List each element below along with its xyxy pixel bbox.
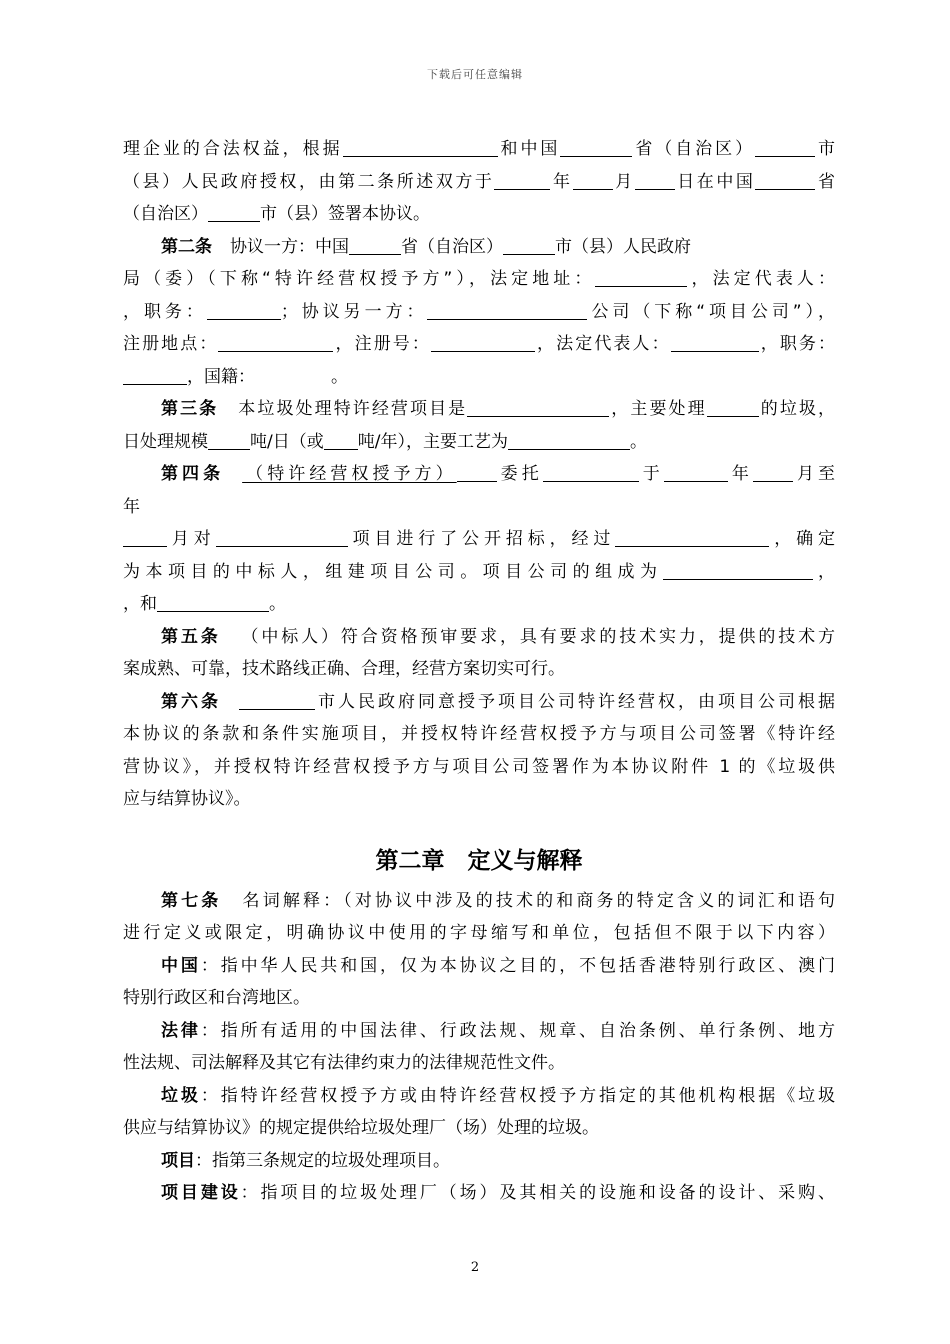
article-7-line-1: 第七条 名词解释：（对协议中涉及的技术的和商务的特定含义的词汇和语句	[161, 890, 836, 911]
blank	[427, 301, 587, 320]
blank	[635, 171, 675, 190]
blank	[218, 333, 333, 352]
article-7-title: 第七条	[161, 890, 222, 911]
blank	[157, 593, 269, 612]
article-3-title: 第三条	[161, 399, 219, 419]
definition-law-line-1: 法律：指所有适用的中国法律、行政法规、规章、自治条例、单行条例、地方	[161, 1020, 836, 1041]
definition-project-line-1: 项目：指第三条规定的垃圾处理项目。	[161, 1150, 450, 1171]
blank	[595, 268, 687, 287]
blank	[431, 333, 535, 352]
definition-construction-line-1: 项目建设：指项目的垃圾处理厂（场）及其相关的设施和设备的设计、采购、	[161, 1183, 836, 1203]
blank	[503, 236, 555, 255]
blank	[573, 171, 613, 190]
definition-term: 垃圾	[161, 1085, 201, 1106]
blank	[543, 463, 639, 482]
article-4-line-5: ，和 。	[123, 594, 286, 614]
definition-china-line-1: 中国：指中华人民共和国，仅为本协议之目的，不包括香港特别行政区、澳门	[161, 955, 836, 976]
article-4-title: 第四条	[161, 464, 225, 484]
blank	[664, 463, 728, 482]
blank	[324, 431, 358, 450]
blank	[208, 431, 250, 450]
blank	[753, 463, 793, 482]
definition-term: 项目	[161, 1150, 195, 1171]
chapter-heading: 第二章 定义与解释	[375, 847, 583, 874]
article-2-line-4: 注册地点： ，注册号： ，法定代表人： ，职务：	[123, 334, 836, 354]
article-6-line-2: 本协议的条款和条件实施项目，并授权特许经营权授予方与项目公司签署《特许经	[123, 724, 835, 744]
blank	[208, 203, 260, 222]
blank	[560, 138, 632, 157]
article-2-line-5: ，国籍： 。	[123, 361, 835, 394]
article-4-line-1: 第四条 （特许经营权授予方） 委托 于 年 月至	[161, 464, 836, 484]
blank	[349, 236, 401, 255]
definition-waste-line-2: 供应与结算协议》的规定提供给垃圾处理厂（场）处理的垃圾。	[123, 1118, 599, 1138]
blank	[755, 138, 815, 157]
article-3-line-1: 第三条 本垃圾处理特许经营项目是 ，主要处理 的垃圾，	[161, 399, 836, 419]
preamble-line-2: （县）人民政府授权，由第二条所述双方于 年 月 日在中国 省	[123, 171, 836, 192]
definition-china-line-2: 特别行政区和台湾地区。	[123, 988, 310, 1008]
document-body	[123, 133, 835, 1210]
definition-term: 中国	[161, 955, 201, 976]
blank	[123, 366, 187, 385]
blank	[216, 528, 348, 547]
blank	[123, 528, 167, 547]
blank	[755, 171, 815, 190]
article-2-line-3: ，职务： ；协议另一方： 公司（下称“项目公司”），	[123, 301, 835, 322]
article-2-line-2: 局（委）（下称“特许经营权授予方”），法定地址： ，法定代表人：	[123, 269, 835, 289]
blank	[467, 398, 609, 417]
page-number: 2	[470, 1260, 480, 1275]
definition-waste-line-1: 垃圾：指特许经营权授予方或由特许经营权授予方指定的其他机构根据《垃圾	[161, 1085, 836, 1106]
definition-term: 法律	[161, 1020, 201, 1041]
article-4-line-4: 为本项目的中标人，组建项目公司。项目公司的组成为 ，	[123, 561, 836, 582]
article-6-line-3: 营协议》，并授权特许经营权授予方与项目公司签署作为本协议附件 1 的《垃圾供	[123, 756, 835, 777]
blank	[615, 528, 769, 547]
page-header: 下载后可任意编辑	[427, 68, 523, 81]
article-4-line-2: 年	[123, 496, 140, 517]
article-5-line-2: 案成熟、可靠，技术路线正确、合理，经营方案切实可行。	[123, 659, 565, 679]
blank	[663, 561, 813, 580]
preamble-line-1: 理企业的合法权益，根据 和中国 省（自治区） 市	[123, 139, 836, 159]
definition-law-line-2: 性法规、司法解释及其它有法律约束力的法律规范性文件。	[123, 1053, 565, 1073]
preamble-line-3: （自治区） 市（县）签署本协议。	[123, 204, 430, 224]
article-2-title: 第二条	[161, 236, 212, 257]
definition-term: 项目建设	[161, 1183, 241, 1203]
blank	[239, 691, 315, 710]
article-4-line-3: 月对 项目进行了公开招标，经过 ，确定	[123, 523, 835, 556]
article-6-title: 第六条	[161, 691, 221, 712]
article-5-title: 第五条	[161, 626, 221, 647]
blank	[707, 398, 759, 417]
blank	[508, 431, 630, 450]
blank	[207, 301, 281, 320]
blank	[457, 463, 497, 482]
article-7-line-2: 进行定义或限定，明确协议中使用的字母缩写和单位，包括但不限于以下内容）	[123, 923, 835, 943]
blank	[671, 333, 759, 352]
article-3-line-2: 日处理规模 吨/日（或 吨/年），主要工艺为 。	[123, 431, 647, 452]
article-6-line-4: 应与结算协议》。	[123, 789, 251, 809]
blank	[494, 171, 550, 190]
article-6-line-1: 第六条 市人民政府同意授予项目公司特许经营权，由项目公司根据	[161, 691, 835, 712]
article-5-line-1: 第五条 （中标人）符合资格预审要求，具有要求的技术实力，提供的技术方	[161, 626, 836, 647]
blank	[343, 138, 498, 157]
article-2-line-1: 第二条 协议一方：中国 省（自治区） 市（县）人民政府	[161, 236, 691, 257]
